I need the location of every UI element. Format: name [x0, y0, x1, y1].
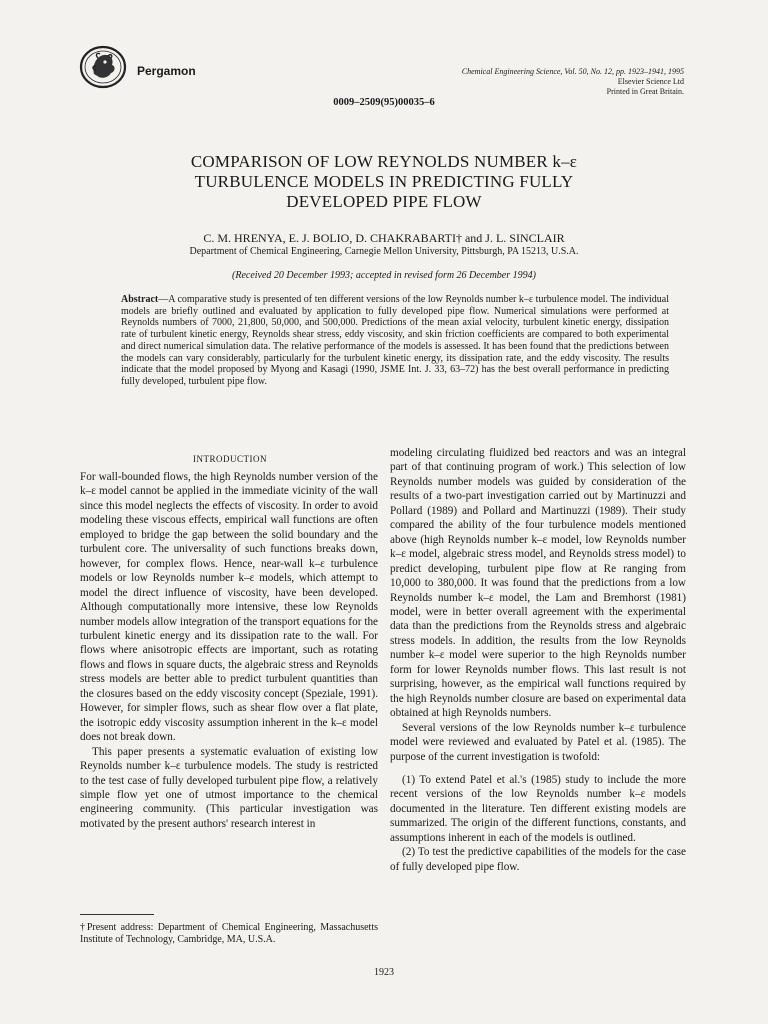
title-line-1: COMPARISON OF LOW REYNOLDS NUMBER k–ε: [190, 152, 578, 171]
paragraph: Several versions of the low Reynolds number k–ε turbulence model were reviewed and evaluated by Patel et al. (1985). The purpose of the current investigation is twofold:: [390, 721, 686, 763]
list-item: (1) To extend Patel et al.'s (1985) study to include the more recent versions of the low Reynolds number k–ε models documented in the literature. Ten different existing models are summarized. The origin of the different functions, constants, and assumptions inherent in each of the models is outlined.: [390, 773, 686, 844]
publisher-name: Pergamon: [137, 64, 196, 78]
footnote: †Present address: Department of Chemical Engineering, Massachusetts Institute of Technology, Cambridge, MA, U.S.A.: [80, 922, 378, 945]
paragraph: This paper presents a systematic evaluation of existing low Reynolds number k–ε turbulence models. The study is restricted to the test case of fully developed turbulent pipe flow, a relatively simple flow yet one of utmost importance to the chemical engineering community. (This particular investigation was motivated by the present authors' research interest in: [80, 745, 378, 830]
abstract: [121, 294, 669, 388]
list-item: (2) To test the predictive capabilities of the models for the case of fully developed pipe flow.: [390, 846, 686, 873]
abstract-label: Abstract: [121, 294, 159, 305]
journal-info: [462, 67, 684, 97]
affiliation: Department of Chemical Engineering, Carnegie Mellon University, Pittsburgh, PA 15213, U.S.A.: [189, 246, 579, 257]
left-column: [80, 470, 378, 831]
journal-publisher: Elsevier Science Ltd: [617, 77, 684, 86]
article-doi: 0009–2509(95)00035–6: [333, 97, 435, 108]
received-dates: (Received 20 December 1993; accepted in revised form 26 December 1994): [232, 270, 536, 281]
journal-citation: Chemical Engineering Science, Vol. 50, No. 12, pp. 1923–1941, 1995: [461, 67, 684, 76]
abstract-text: —A comparative study is presented of ten different versions of the low Reynolds number k–ε turbulence model. The individual models are briefly outlined and evaluated by application to fully developed pipe flow. Numerical simulations were performed at Reynolds numbers of 7000, 21,800, 50,000, and 500,000. Predictions of the mean axial velocity, turbulent kinetic energy, dissipation rate of turbulent kinetic energy, Reynolds shear stress, eddy viscosity, and skin friction coefficients are compared to both experimental and direct numerical simulation data. The relative performance of the models is assessed. It has been found that the predictions between the models can vary considerably, particularly for the turbulent kinetic energy, its dissipation rate, and the eddy viscosity. The results indicate that the model proposed by Myong and Kasagi (1990, JSME Int. J. 33, 63–72) has the best overall performance in predicting fully developed, turbulent pipe flow.: [121, 294, 669, 387]
journal-printed: Printed in Great Britain.: [606, 87, 684, 96]
right-column: [390, 446, 686, 874]
pergamon-logo-icon: [78, 44, 128, 90]
section-heading-introduction: INTRODUCTION: [193, 454, 267, 464]
title-line-3: DEVELOPED PIPE FLOW: [286, 192, 482, 211]
footnote-divider: [80, 914, 154, 915]
article-title: [100, 152, 668, 212]
title-line-2: TURBULENCE MODELS IN PREDICTING FULLY: [194, 172, 574, 191]
authors: C. M. HRENYA, E. J. BOLIO, D. CHAKRABARTI† and J. L. SINCLAIR: [203, 231, 565, 245]
page-number: 1923: [374, 967, 394, 978]
paragraph: modeling circulating fluidized bed reactors and was an integral part of that continuing program of work.) This selection of low Reynolds number models was guided by consideration of the results of a two-part investigation carried out by Martinuzzi and Pollard (1989) and Pollard and Martinuzzi (1989). Their study compared the ability of the four turbulence models mentioned above (high Reynolds number k–ε model, low Reynolds number k–ε model, algebraic stress model, and Reynolds stress model) to predict developing, turbulent pipe flow at Re ranging from 10,000 to 380,000. It was found that the predictions from a low Reynolds number k–ε model, the Lam and Bremhorst (1981) model, were in better overall agreement with the experimental data than the predictions from the Reynolds stress and algebraic stress models. In addition, the results from the low Reynolds number k–ε model were superior to the high Reynolds number form for lower Reynolds number flows. This last result is not surprising, however, as the empirical wall functions required by the high Reynolds number closure are based on experimental data obtained at high Reynolds numbers.: [390, 447, 686, 720]
paragraph: For wall-bounded flows, the high Reynolds number version of the k–ε model cannot be applied in the immediate vicinity of the wall since this model neglects the effects of viscosity. In order to avoid modeling these viscous effects, empirical wall functions are often employed to bridge the gap between the solid boundary and the turbulent core. The universality of such functions breaks down, however, for complex flows. Hence, near-wall k–ε turbulence models or low Reynolds number k–ε models, which attempt to model the direct influence of viscosity, have been developed. Although computationally more intensive, these low Reynolds number models allow integration of the transport equations for the turbulent kinetic energy and its dissipation rate to the wall. For flows where anisotropic effects are important, such as rotating flows and flows in square ducts, the algebraic stress and Reynolds stress models are better able to predict turbulent quantities than the closures based on the eddy viscosity concept (Speziale, 1991). However, for simpler flows, such as shear flow over a flat plate, the isotropic eddy viscosity assumption inherent in the k–ε model does not break down.: [80, 471, 378, 744]
